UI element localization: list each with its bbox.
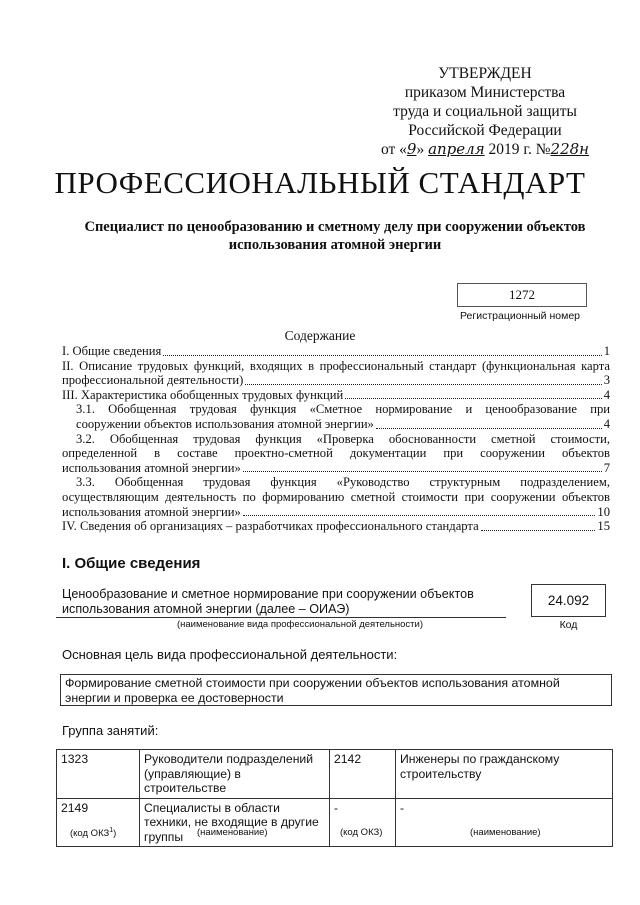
table-row bbox=[57, 750, 613, 799]
activity-underline bbox=[56, 617, 506, 618]
occupation-name: Инженеры по гражданскому строительству bbox=[396, 750, 613, 799]
toc-item[interactable]: 3.2. Обобщенная трудовая функция «Проверка обоснованности сметной стоимости, определенной в составе проектно-сметной документации при сооружении объектов использования атомной энергии» 7 bbox=[62, 431, 610, 475]
toc-item[interactable]: II. Описание трудовых функций, входящих в профессиональный стандарт (функциональная карта профессиональной деятельности) 3 bbox=[62, 358, 610, 388]
table-row bbox=[57, 798, 613, 847]
section-heading: I. Общие сведения bbox=[62, 555, 201, 572]
toc-item[interactable]: 3.3. Обобщенная трудовая функция «Руководство структурным подразделением, осуществляющим деятельность по формированию сметной стоимости при сооружении объектов использования атомной энергии» 10 bbox=[62, 475, 610, 519]
approval-line: Российской Федерации bbox=[408, 122, 562, 139]
toc-item[interactable]: I. Общие сведения 1 bbox=[62, 344, 610, 358]
approval-day: 9 bbox=[406, 140, 417, 158]
toc bbox=[62, 344, 610, 534]
okz-code: 2142 bbox=[330, 750, 396, 799]
goal-text: Формирование сметной стоимости при сооружении объектов использования атомной энергии и проверка ее достоверности bbox=[60, 674, 612, 706]
name-caption: (наименование) bbox=[470, 827, 541, 838]
approval-line: труда и социальной защиты bbox=[393, 103, 577, 120]
activity-name: Ценообразование и сметное нормирование при сооружении объектов использования атомной энергии (далее – ОИАЭ) bbox=[62, 587, 474, 616]
standard-subtitle: Специалист по ценообразованию и сметному делу при сооружении объектов использования атомной энергии bbox=[84, 219, 586, 253]
registration-label: Регистрационный номер bbox=[460, 310, 580, 322]
page-title: ПРОФЕССИОНАЛЬНЫЙ СТАНДАРТ bbox=[54, 165, 586, 200]
okz-code: 2149 bbox=[57, 798, 140, 847]
occupation-name: Руководители подразделений (управляющие) в строительстве bbox=[140, 750, 330, 799]
activity-code: 24.092 bbox=[531, 584, 606, 617]
name-caption: (наименование) bbox=[197, 827, 268, 838]
approval-month: апреля bbox=[428, 140, 485, 158]
registration-number: 1272 bbox=[457, 283, 587, 307]
okz-code: - bbox=[330, 798, 396, 847]
occupation-name: - bbox=[396, 798, 613, 847]
group-label: Группа занятий: bbox=[62, 723, 159, 738]
toc-title: Содержание bbox=[284, 328, 356, 343]
approval-line: приказом Министерства bbox=[404, 84, 566, 101]
okz-code: 1323 bbox=[57, 750, 140, 799]
okz-code-caption: (код ОКЗ) bbox=[340, 827, 383, 838]
goal-label: Основная цель вида профессиональной деятельности: bbox=[62, 647, 398, 662]
occupation-name: Специалисты в области техники, не входящие в другие группы bbox=[140, 798, 330, 847]
toc-item[interactable]: IV. Сведения об организациях – разработчиках профессионального стандарта 15 bbox=[62, 519, 610, 534]
approval-number: 228н bbox=[550, 140, 590, 158]
activity-caption: (наименование вида профессиональной деятельности) bbox=[176, 619, 424, 630]
approval-block bbox=[360, 64, 610, 159]
code-caption: Код bbox=[559, 619, 578, 631]
okz-code-caption: (код ОКЗ$^1$) bbox=[70, 827, 117, 840]
toc-item[interactable]: 3.1. Обобщенная трудовая функция «Сметное нормирование и ценообразование при сооружении объектов использования атомной энергии» 4 bbox=[76, 402, 610, 431]
approval-line: УТВЕРЖДЕН bbox=[438, 65, 532, 82]
toc-item[interactable]: III. Характеристика обобщенных трудовых функций 4 bbox=[62, 387, 610, 402]
approval-date: от «9» апреля 2019 г. №228н bbox=[380, 140, 590, 158]
